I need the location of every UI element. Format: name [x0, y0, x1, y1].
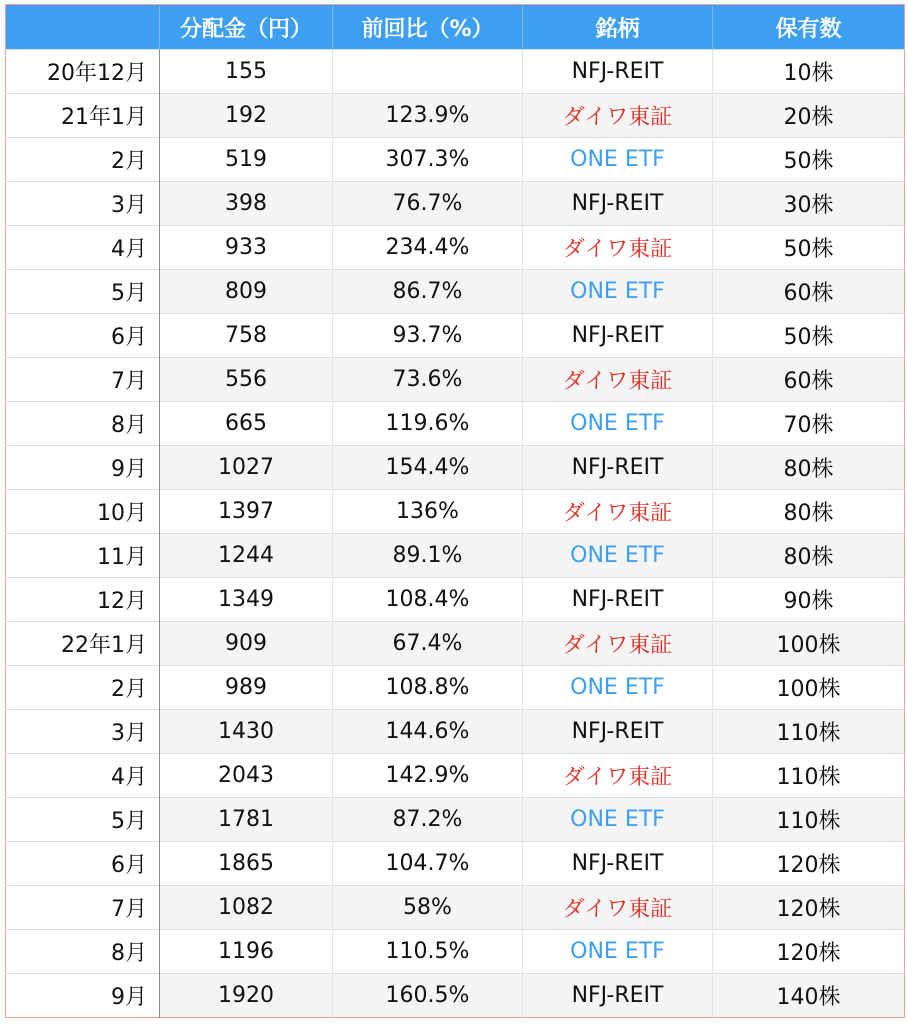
shares-cell: 70株 — [713, 402, 905, 446]
date-cell: 21年1月 — [6, 94, 160, 138]
date-cell: 4月 — [6, 754, 160, 798]
date-cell: 2月 — [6, 666, 160, 710]
dividend-cell: 556 — [160, 358, 333, 402]
shares-cell: 120株 — [713, 886, 905, 930]
header-row — [6, 5, 905, 50]
shares-cell: 100株 — [713, 622, 905, 666]
table-row — [6, 798, 905, 842]
dividend-cell: 665 — [160, 402, 333, 446]
ratio-cell: 104.7% — [333, 842, 523, 886]
ratio-cell: 87.2% — [333, 798, 523, 842]
brand-cell: NFJ-REIT — [523, 50, 713, 94]
date-cell: 10月 — [6, 490, 160, 534]
ratio-cell: 123.9% — [333, 94, 523, 138]
table-row — [6, 182, 905, 226]
table-row — [6, 622, 905, 666]
brand-cell: NFJ-REIT — [523, 842, 713, 886]
ratio-cell: 108.8% — [333, 666, 523, 710]
brand-cell: ダイワ東証 — [523, 490, 713, 534]
brand-cell: NFJ-REIT — [523, 578, 713, 622]
shares-cell: 50株 — [713, 226, 905, 270]
brand-cell: NFJ-REIT — [523, 446, 713, 490]
brand-cell: ONE ETF — [523, 402, 713, 446]
ratio-cell: 108.4% — [333, 578, 523, 622]
date-cell: 2月 — [6, 138, 160, 182]
dividend-cell: 519 — [160, 138, 333, 182]
date-cell: 6月 — [6, 314, 160, 358]
shares-cell: 120株 — [713, 842, 905, 886]
table-row — [6, 534, 905, 578]
header-ratio: 前回比（%） — [333, 5, 523, 50]
date-cell: 3月 — [6, 710, 160, 754]
ratio-cell: 307.3% — [333, 138, 523, 182]
shares-cell: 60株 — [713, 358, 905, 402]
date-cell: 5月 — [6, 270, 160, 314]
date-cell: 5月 — [6, 798, 160, 842]
dividend-cell: 989 — [160, 666, 333, 710]
table-row — [6, 710, 905, 754]
dividend-cell: 1349 — [160, 578, 333, 622]
brand-cell: ONE ETF — [523, 534, 713, 578]
table-row — [6, 754, 905, 798]
shares-cell: 60株 — [713, 270, 905, 314]
ratio-cell: 67.4% — [333, 622, 523, 666]
brand-cell: NFJ-REIT — [523, 314, 713, 358]
table-row — [6, 446, 905, 490]
dividend-cell: 1430 — [160, 710, 333, 754]
brand-cell: ダイワ東証 — [523, 754, 713, 798]
ratio-cell: 234.4% — [333, 226, 523, 270]
brand-cell: ダイワ東証 — [523, 226, 713, 270]
ratio-cell: 154.4% — [333, 446, 523, 490]
dividend-cell: 758 — [160, 314, 333, 358]
shares-cell: 110株 — [713, 754, 905, 798]
brand-cell: ダイワ東証 — [523, 886, 713, 930]
dividend-cell: 1244 — [160, 534, 333, 578]
header-dividend: 分配金（円） — [160, 5, 333, 50]
brand-cell: ONE ETF — [523, 138, 713, 182]
dividend-cell: 155 — [160, 50, 333, 94]
shares-cell: 110株 — [713, 710, 905, 754]
dividend-cell: 909 — [160, 622, 333, 666]
table-row — [6, 886, 905, 930]
ratio-cell: 142.9% — [333, 754, 523, 798]
shares-cell: 100株 — [713, 666, 905, 710]
dividend-cell: 1865 — [160, 842, 333, 886]
table-header — [6, 5, 905, 50]
brand-cell: ダイワ東証 — [523, 622, 713, 666]
brand-cell: ダイワ東証 — [523, 358, 713, 402]
date-cell: 7月 — [6, 886, 160, 930]
ratio-cell: 93.7% — [333, 314, 523, 358]
dividend-cell: 398 — [160, 182, 333, 226]
brand-cell: ONE ETF — [523, 930, 713, 974]
brand-cell: NFJ-REIT — [523, 710, 713, 754]
table-row — [6, 50, 905, 94]
ratio-cell: 76.7% — [333, 182, 523, 226]
shares-cell: 80株 — [713, 446, 905, 490]
shares-cell: 30株 — [713, 182, 905, 226]
brand-cell: ダイワ東証 — [523, 94, 713, 138]
shares-cell: 10株 — [713, 50, 905, 94]
table-row — [6, 578, 905, 622]
date-cell: 9月 — [6, 974, 160, 1018]
brand-cell: ONE ETF — [523, 798, 713, 842]
dividend-cell: 1196 — [160, 930, 333, 974]
shares-cell: 80株 — [713, 490, 905, 534]
dividend-cell: 1781 — [160, 798, 333, 842]
ratio-cell: 110.5% — [333, 930, 523, 974]
date-cell: 11月 — [6, 534, 160, 578]
date-cell: 6月 — [6, 842, 160, 886]
shares-cell: 140株 — [713, 974, 905, 1018]
table-row — [6, 930, 905, 974]
ratio-cell — [333, 50, 523, 94]
date-cell: 7月 — [6, 358, 160, 402]
table-row — [6, 226, 905, 270]
header-brand: 銘柄 — [523, 5, 713, 50]
table-row — [6, 666, 905, 710]
header-shares: 保有数 — [713, 5, 905, 50]
table-row — [6, 402, 905, 446]
ratio-cell: 73.6% — [333, 358, 523, 402]
ratio-cell: 160.5% — [333, 974, 523, 1018]
dividend-cell: 1397 — [160, 490, 333, 534]
shares-cell: 50株 — [713, 138, 905, 182]
date-cell: 4月 — [6, 226, 160, 270]
dividend-cell: 192 — [160, 94, 333, 138]
header-date — [6, 5, 160, 50]
table-row — [6, 94, 905, 138]
shares-cell: 80株 — [713, 534, 905, 578]
brand-cell: ONE ETF — [523, 270, 713, 314]
ratio-cell: 89.1% — [333, 534, 523, 578]
ratio-cell: 86.7% — [333, 270, 523, 314]
dividend-cell: 933 — [160, 226, 333, 270]
shares-cell: 110株 — [713, 798, 905, 842]
dividend-cell: 2043 — [160, 754, 333, 798]
dividend-table — [5, 4, 905, 1018]
brand-cell: NFJ-REIT — [523, 974, 713, 1018]
date-cell: 8月 — [6, 402, 160, 446]
table-row — [6, 138, 905, 182]
shares-cell: 90株 — [713, 578, 905, 622]
date-cell: 12月 — [6, 578, 160, 622]
dividend-cell: 1920 — [160, 974, 333, 1018]
date-cell: 9月 — [6, 446, 160, 490]
table-row — [6, 270, 905, 314]
table-row — [6, 842, 905, 886]
date-cell: 20年12月 — [6, 50, 160, 94]
table-row — [6, 490, 905, 534]
brand-cell: ONE ETF — [523, 666, 713, 710]
shares-cell: 20株 — [713, 94, 905, 138]
ratio-cell: 58% — [333, 886, 523, 930]
ratio-cell: 119.6% — [333, 402, 523, 446]
date-cell: 22年1月 — [6, 622, 160, 666]
ratio-cell: 144.6% — [333, 710, 523, 754]
brand-cell: NFJ-REIT — [523, 182, 713, 226]
date-cell: 8月 — [6, 930, 160, 974]
table-row — [6, 974, 905, 1018]
dividend-cell: 809 — [160, 270, 333, 314]
table-row — [6, 314, 905, 358]
table-row — [6, 358, 905, 402]
date-cell: 3月 — [6, 182, 160, 226]
shares-cell: 120株 — [713, 930, 905, 974]
ratio-cell: 136% — [333, 490, 523, 534]
shares-cell: 50株 — [713, 314, 905, 358]
table-body — [6, 50, 905, 1018]
dividend-cell: 1027 — [160, 446, 333, 490]
dividend-cell: 1082 — [160, 886, 333, 930]
